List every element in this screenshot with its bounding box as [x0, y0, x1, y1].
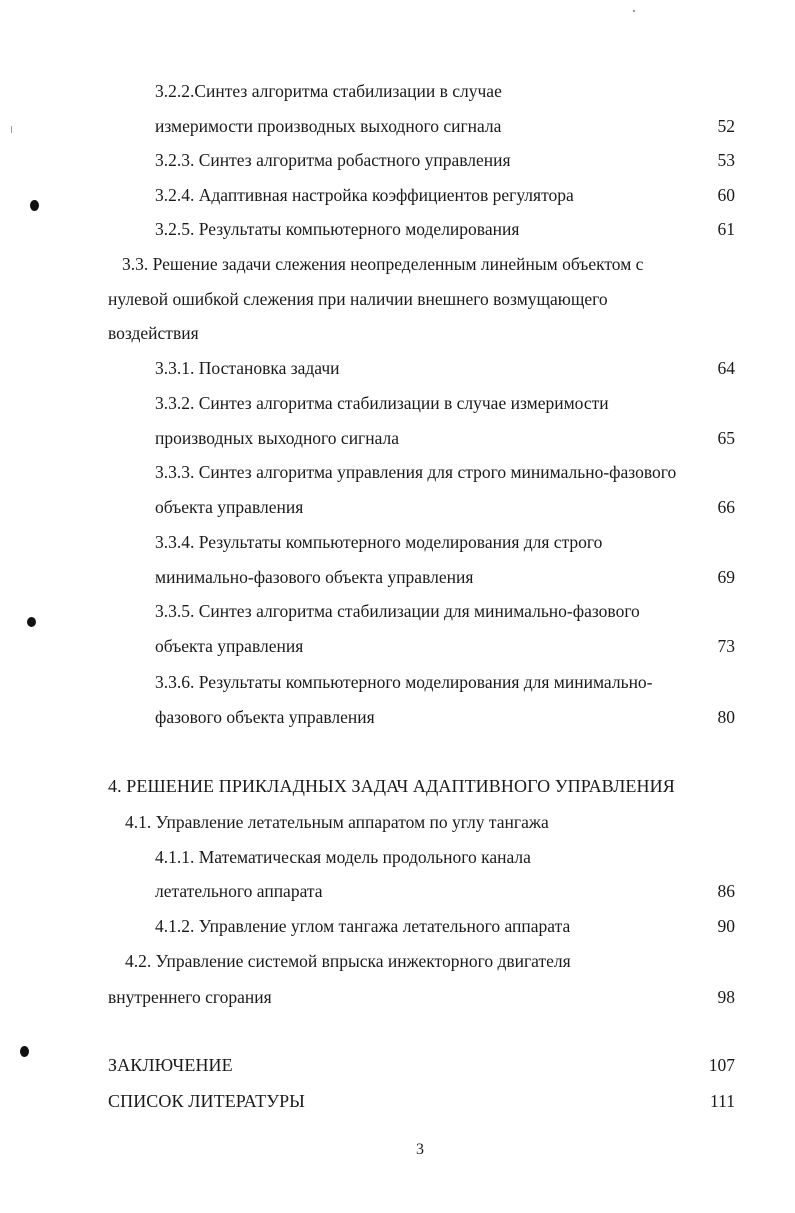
toc-page-number: 107 — [708, 1055, 735, 1075]
toc-entry-text: 4.1.2. Управление углом тангажа летательного аппарата — [155, 916, 571, 936]
toc-entry-text: фазового объекта управления — [155, 707, 375, 727]
toc-page-number: 61 — [717, 219, 735, 239]
toc-entry-text: 3.2.2.Синтез алгоритма стабилизации в случае — [155, 81, 502, 101]
toc-entry-text: 3.3.3. Синтез алгоритма управления для строго минимально-фазового — [155, 462, 677, 482]
toc-page-number: 65 — [717, 428, 735, 448]
toc-entry-text: минимально-фазового объекта управления — [155, 567, 474, 587]
toc-page-number: 60 — [717, 185, 735, 205]
toc-entry-text: 3.3.1. Постановка задачи — [155, 358, 340, 378]
toc-page-number: 111 — [710, 1091, 735, 1111]
toc-entry-text: летательного аппарата — [155, 881, 323, 901]
toc-entry-text: измеримости производных выходного сигнала — [155, 116, 502, 136]
toc-page-number: 66 — [717, 497, 735, 517]
page-number: 3 — [416, 1141, 424, 1158]
toc-entry-text: 3.3.4. Результаты компьютерного моделирования для строго — [155, 532, 603, 552]
toc-entry-text: 3.3.6. Результаты компьютерного моделирования для минимально- — [155, 672, 653, 692]
toc-page-number: 73 — [717, 636, 735, 656]
toc-entry-text: объекта управления — [155, 636, 304, 656]
toc-chapter-heading: СПИСОК ЛИТЕРАТУРЫ — [108, 1091, 305, 1111]
toc-entry-text: 3.2.5. Результаты компьютерного моделирования — [155, 219, 520, 239]
scan-hole-mark — [27, 617, 36, 627]
scan-speck — [11, 126, 12, 133]
scan-hole-mark — [20, 1046, 29, 1057]
toc-page-number: 52 — [717, 116, 735, 136]
toc-page-number: 64 — [717, 358, 735, 378]
toc-entry-text: 3.2.4. Адаптивная настройка коэффициентов регулятора — [155, 185, 574, 205]
toc-entry-text: 3.3.2. Синтез алгоритма стабилизации в случае измеримости — [155, 393, 609, 413]
toc-section-text: внутреннего сгорания — [108, 987, 272, 1007]
toc-page-number: 86 — [717, 881, 735, 901]
toc-page-number: 90 — [717, 916, 735, 936]
toc-section-text: 4.2. Управление системой впрыска инжекторного двигателя — [125, 951, 571, 971]
toc-page-number: 98 — [717, 987, 735, 1007]
toc-chapter-heading: ЗАКЛЮЧЕНИЕ — [108, 1055, 233, 1075]
scan-hole-mark — [30, 200, 39, 211]
toc-page-number: 69 — [717, 567, 735, 587]
toc-entry-text: 3.2.3. Синтез алгоритма робастного управления — [155, 150, 511, 170]
toc-entry-text: производных выходного сигнала — [155, 428, 400, 448]
toc-chapter-heading: 4. РЕШЕНИЕ ПРИКЛАДНЫХ ЗАДАЧ АДАПТИВНОГО УПРАВЛЕНИЯ — [108, 776, 675, 796]
toc-section-text: 3.3. Решение задачи слежения неопределенным линейным объектом с — [122, 254, 644, 274]
toc-entry-text: 4.1.1. Математическая модель продольного канала — [155, 847, 531, 867]
toc-section-text: нулевой ошибкой слежения при наличии внешнего возмущающего — [108, 289, 608, 309]
scan-speck — [633, 10, 635, 12]
toc-section-text: воздействия — [108, 323, 199, 343]
toc-entry-text: объекта управления — [155, 497, 304, 517]
toc-section-text: 4.1. Управление летательным аппаратом по углу тангажа — [125, 812, 549, 832]
toc-page-number: 80 — [717, 707, 735, 727]
toc-page-number: 53 — [717, 150, 735, 170]
toc-entry-text: 3.3.5. Синтез алгоритма стабилизации для минимально-фазового — [155, 601, 640, 621]
